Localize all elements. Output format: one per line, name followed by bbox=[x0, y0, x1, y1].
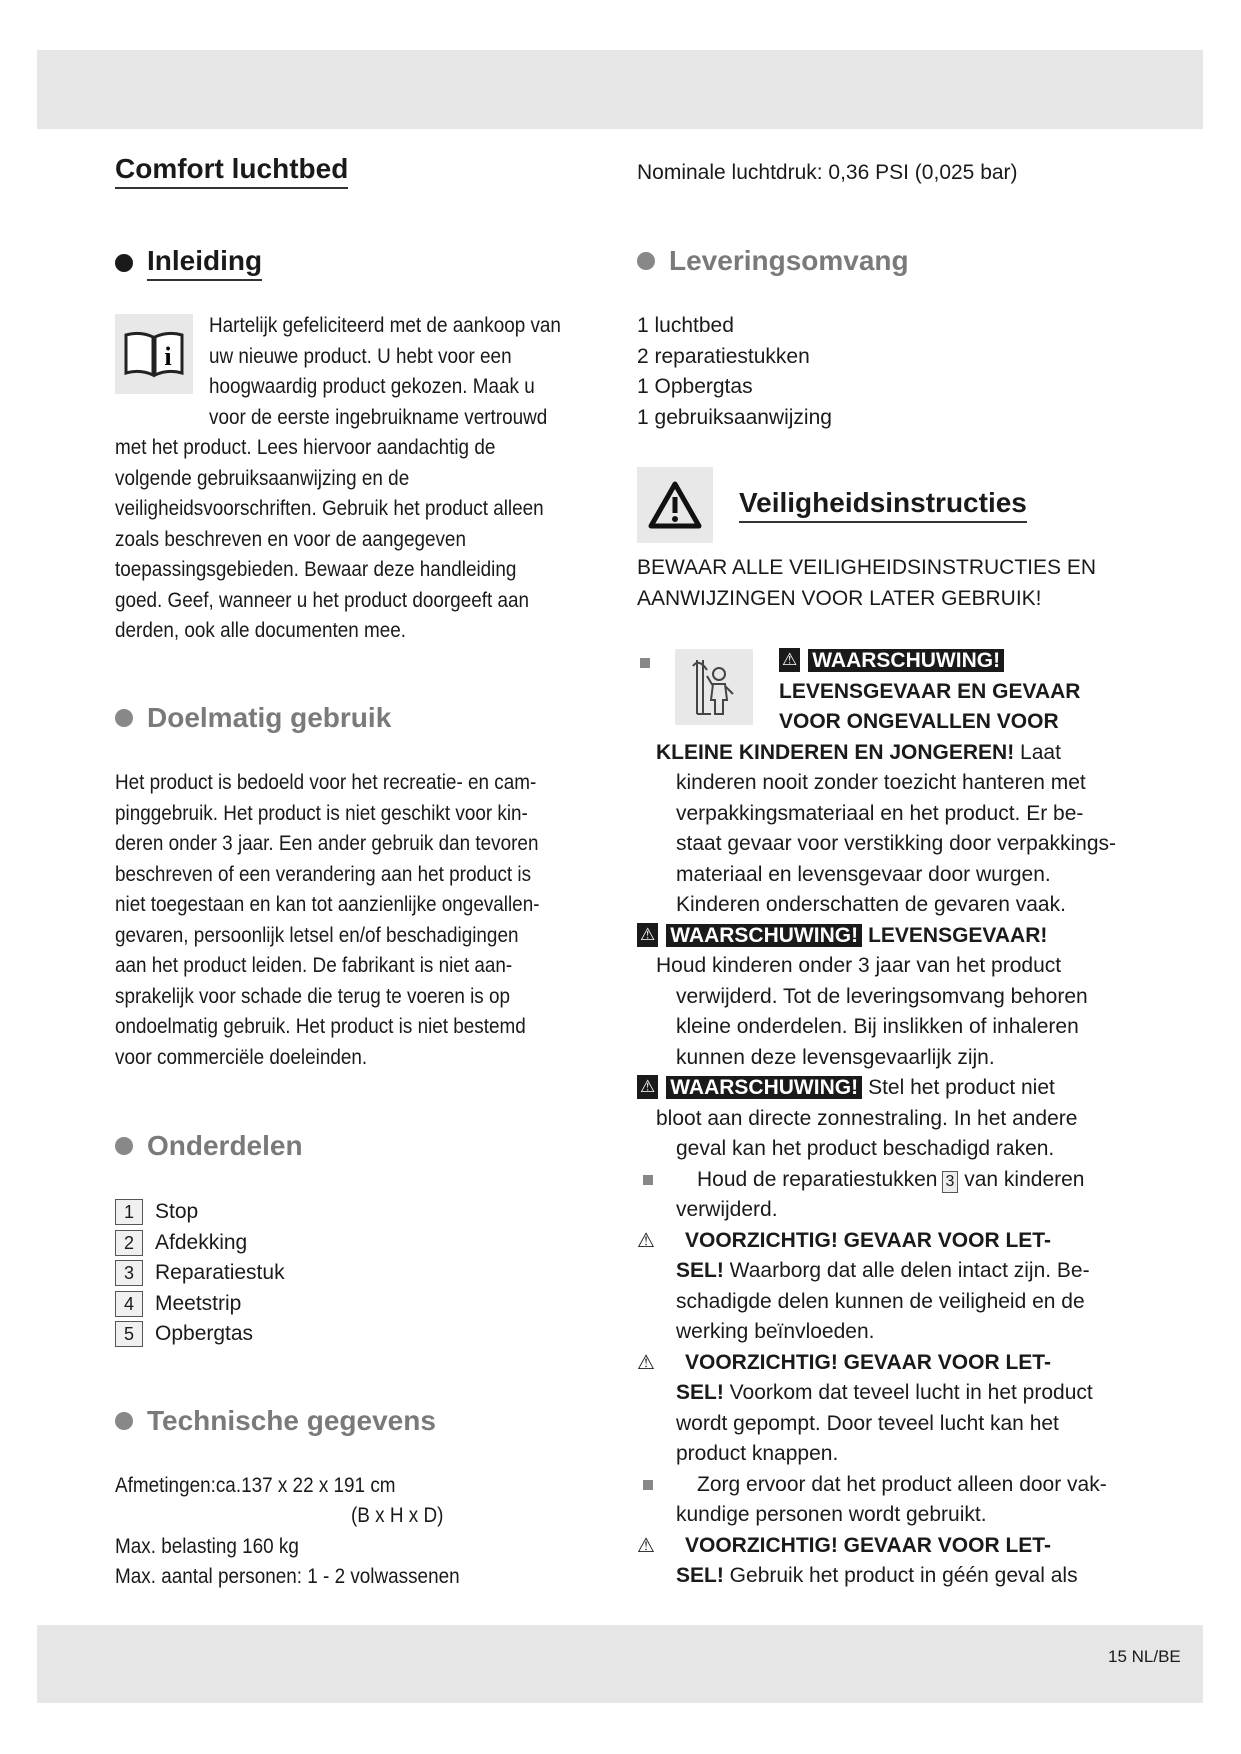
text: kleine onderdelen. Bij inslikken of inhaleren bbox=[676, 1015, 1079, 1038]
heading-doelmatig-gebruik: Doelmatig gebruik bbox=[115, 702, 391, 734]
safety-line-cont bbox=[676, 1012, 1079, 1042]
text: werking beïnvloeden. bbox=[676, 1320, 875, 1343]
warning-badge: WAARSCHUWING! bbox=[666, 924, 862, 947]
warning-triangle-icon bbox=[637, 467, 713, 543]
safety-line-row bbox=[637, 1531, 1051, 1561]
doelmatig-line: aan het product leiden. De fabrikant is niet aan- bbox=[115, 954, 513, 977]
intro-line: Hartelijk gefeliciteerd met de aankoop van bbox=[209, 314, 561, 337]
safety-line-cont bbox=[676, 1043, 995, 1073]
heading-onderdelen: Onderdelen bbox=[115, 1130, 303, 1162]
safety-line-cont bbox=[676, 1287, 1085, 1317]
delivery-item: 1 gebruiksaanwijzing bbox=[637, 405, 832, 429]
text: wordt gepompt. Door teveel lucht kan het bbox=[676, 1411, 1059, 1435]
delivery-item: 1 Opbergtas bbox=[637, 375, 753, 398]
caution-triangle-icon: ⚠ bbox=[637, 1534, 655, 1557]
warning-badge: WAARSCHUWING! bbox=[666, 1076, 862, 1099]
text: staat gevaar voor verstikking door verpakkings- bbox=[676, 832, 1117, 855]
heading-inleiding: Inleiding bbox=[115, 245, 262, 281]
warning-badge: WAARSCHUWING! bbox=[808, 649, 1004, 672]
text: materiaal en levensgevaar door wurgen. bbox=[676, 862, 1051, 886]
safety-line-first bbox=[656, 1104, 1077, 1134]
part-item bbox=[115, 1258, 285, 1288]
safety-line-first bbox=[656, 951, 1061, 981]
part-label: Afdekking bbox=[155, 1230, 248, 1254]
safety-line-row bbox=[637, 1073, 1055, 1103]
bullet-dot-icon bbox=[115, 709, 133, 727]
intro-line: toepassingsgebieden. Bewaar deze handleiding bbox=[115, 558, 517, 581]
page-title: Comfort luchtbed bbox=[115, 153, 348, 189]
header-band bbox=[37, 50, 1203, 129]
bullet-dot-icon bbox=[637, 252, 655, 270]
intro-line: voor de eerste ingebruikname vertrouwd bbox=[209, 405, 548, 429]
safety-line-cont bbox=[676, 768, 1086, 798]
bold-text: LEVENSGEVAAR! bbox=[868, 923, 1048, 947]
heading-leveringsomvang: Leveringsomvang bbox=[637, 245, 909, 277]
text: kunnen deze levensgevaarlijk zijn. bbox=[676, 1045, 995, 1069]
safety-line-cont bbox=[676, 982, 1088, 1012]
warning-triangle-icon: ⚠ bbox=[637, 1075, 658, 1099]
caution-triangle-icon: ⚠ bbox=[637, 1229, 655, 1252]
doelmatig-line: gevaren, persoonlijk letsel en/of beschadigingen bbox=[115, 923, 519, 947]
list-bullet-icon bbox=[643, 1480, 653, 1490]
text: schadigde delen kunnen de veiligheid en de bbox=[676, 1289, 1085, 1313]
intro-line: volgende gebruiksaanwijzing en de bbox=[115, 466, 410, 490]
safety-line-head bbox=[779, 646, 1010, 676]
intro-line: goed. Geef, wanneer u het product doorgeeft aan bbox=[115, 588, 530, 612]
part-number-box: 5 bbox=[115, 1321, 143, 1347]
intro-line: hoogwaardig product gekozen. Maak u bbox=[209, 375, 535, 398]
info-book-icon bbox=[115, 314, 193, 394]
safety-line-cont bbox=[676, 1561, 1078, 1591]
safety-line-cont bbox=[676, 1378, 1093, 1408]
doelmatig-line: niet toegestaan en kan tot aanzienlijke ongevallen- bbox=[115, 893, 540, 916]
doelmatig-line: sprakelijk voor schade die terug te voeren is op bbox=[115, 984, 511, 1008]
text: kundige personen wordt gebruikt. bbox=[676, 1503, 987, 1526]
bold-text: SEL! bbox=[676, 1564, 724, 1587]
text: Kinderen onderschatten de gevaren vaak. bbox=[676, 893, 1066, 916]
intro-line: met het product. Lees hiervoor aandachtig de bbox=[115, 436, 496, 459]
part-number-box: 2 bbox=[115, 1230, 143, 1256]
list-bullet-icon bbox=[640, 658, 650, 668]
safety-line-cont bbox=[676, 860, 1051, 890]
bold-text: VOORZICHTIG! GEVAAR VOOR LET- bbox=[685, 1533, 1051, 1557]
text: van kinderen bbox=[958, 1167, 1085, 1191]
delivery-item: 2 reparatiestukken bbox=[637, 344, 810, 368]
page-number: 15 NL/BE bbox=[1108, 1647, 1181, 1666]
text: Waarborg dat alle delen intact zijn. Be- bbox=[723, 1259, 1090, 1282]
safety-line-row bbox=[637, 921, 1047, 951]
safety-line-cont bbox=[676, 1134, 1054, 1164]
safety-line-first bbox=[656, 738, 1061, 768]
bold-text: SEL! bbox=[676, 1381, 724, 1404]
text: Gebruik het product in géén geval als bbox=[723, 1564, 1078, 1587]
part-item bbox=[115, 1319, 253, 1349]
safety-line-cont bbox=[676, 799, 1083, 829]
part-number-box: 3 bbox=[115, 1260, 143, 1286]
bold-text: SEL! bbox=[676, 1259, 724, 1282]
intro-line: zoals beschreven en voor de aangegeven bbox=[115, 527, 466, 551]
bold-text: VOOR ONGEVALLEN VOOR bbox=[779, 710, 1059, 733]
bold-text: KLEINE KINDEREN EN JONGEREN! bbox=[656, 740, 1015, 764]
doelmatig-line: deren onder 3 jaar. Een ander gebruik dan tevoren bbox=[115, 832, 539, 855]
text: kinderen nooit zonder toezicht hanteren met bbox=[676, 771, 1086, 794]
safety-intro-line: BEWAAR ALLE VEILIGHEIDSINSTRUCTIES EN bbox=[637, 556, 1097, 579]
text: geval kan het product beschadigd raken. bbox=[676, 1137, 1055, 1160]
tech-max-load: Max. belasting 160 kg bbox=[115, 1535, 299, 1558]
tech-dimensions-axes: (B x H x D) bbox=[351, 1504, 444, 1527]
part-item bbox=[115, 1289, 241, 1319]
part-label: Opbergtas bbox=[155, 1322, 254, 1345]
text: verpakkingsmateriaal en het product. Er be- bbox=[676, 801, 1084, 825]
tech-dimensions: Afmetingen:ca.137 x 22 x 191 cm bbox=[115, 1474, 396, 1497]
safety-line-cont bbox=[676, 1500, 987, 1530]
part-number-box: 1 bbox=[115, 1199, 143, 1225]
warning-triangle-icon: ⚠ bbox=[637, 923, 658, 947]
text: verwijderd. Tot de leveringsomvang behoren bbox=[676, 984, 1088, 1008]
part-label: Stop bbox=[155, 1200, 199, 1223]
svg-text:i: i bbox=[164, 342, 172, 371]
nominal-air-pressure: Nominale luchtdruk: 0,36 PSI (0,025 bar) bbox=[637, 161, 1018, 184]
list-bullet-icon bbox=[643, 1175, 653, 1185]
bold-text: VOORZICHTIG! GEVAAR VOOR LET- bbox=[685, 1228, 1051, 1252]
safety-line-cont bbox=[676, 1195, 778, 1225]
safety-line-row bbox=[637, 1226, 1051, 1256]
text: Zorg ervoor dat het product alleen door vak- bbox=[697, 1472, 1107, 1496]
tech-max-persons: Max. aantal personen: 1 - 2 volwassenen bbox=[115, 1565, 460, 1588]
delivery-item: 1 luchtbed bbox=[637, 314, 734, 337]
part-label: Reparatiestuk bbox=[155, 1261, 285, 1284]
intro-line: derden, ook alle documenten mee. bbox=[115, 619, 407, 642]
intro-line: uw nieuwe product. U hebt voor een bbox=[209, 344, 512, 368]
safety-intro-line: AANWIJZINGEN VOOR LATER GEBRUIK! bbox=[637, 587, 1042, 610]
warning-triangle-icon: ⚠ bbox=[779, 648, 800, 672]
safety-line-bullet bbox=[643, 1165, 1085, 1195]
safety-line-row bbox=[637, 1348, 1051, 1378]
text: product knappen. bbox=[676, 1442, 839, 1465]
safety-line-cont bbox=[676, 1317, 874, 1347]
bold-text: LEVENSGEVAAR EN GEVAAR bbox=[779, 679, 1081, 703]
safety-line-cont bbox=[676, 829, 1116, 859]
text: bloot aan directe zonnestraling. In het andere bbox=[656, 1106, 1078, 1130]
bold-text: VOORZICHTIG! GEVAAR VOOR LET- bbox=[685, 1350, 1051, 1374]
bullet-dot-icon bbox=[115, 1137, 133, 1155]
doelmatig-line: beschreven of een verandering aan het product is bbox=[115, 862, 532, 886]
safety-line-head bbox=[779, 707, 1059, 737]
doelmatig-line: Het product is bedoeld voor het recreatie- en cam- bbox=[115, 771, 537, 794]
part-item bbox=[115, 1197, 198, 1227]
safety-line-bullet bbox=[643, 1470, 1107, 1500]
heading-veiligheidsinstructies: Veiligheidsinstructies bbox=[739, 487, 1027, 523]
child-strangulation-icon bbox=[675, 649, 753, 725]
part-number-box: 4 bbox=[115, 1291, 143, 1317]
bullet-dot-icon bbox=[115, 1412, 133, 1430]
safety-line-cont bbox=[676, 890, 1066, 920]
safety-line-cont bbox=[676, 1409, 1059, 1439]
text: verwijderd. bbox=[676, 1198, 778, 1221]
footer-band bbox=[37, 1625, 1203, 1703]
part-label: Meetstrip bbox=[155, 1291, 242, 1315]
bullet-dot-icon bbox=[115, 254, 133, 272]
heading-technische-gegevens: Technische gegevens bbox=[115, 1405, 436, 1437]
safety-line-cont bbox=[676, 1256, 1090, 1286]
part-item bbox=[115, 1228, 247, 1258]
text: Laat bbox=[1014, 740, 1061, 764]
safety-line-cont bbox=[676, 1439, 838, 1469]
doelmatig-line: voor commerciële doeleinden. bbox=[115, 1045, 368, 1069]
text: Stel het product niet bbox=[868, 1076, 1055, 1099]
safety-line-head bbox=[779, 677, 1080, 707]
part-reference-box: 3 bbox=[942, 1171, 959, 1193]
text: Houd de reparatiestukken bbox=[697, 1167, 938, 1191]
intro-line: veiligheidsvoorschriften. Gebruik het product alleen bbox=[115, 497, 544, 520]
text: Houd kinderen onder 3 jaar van het product bbox=[656, 954, 1062, 977]
doelmatig-line: pinggebruik. Het product is niet geschikt voor kin- bbox=[115, 801, 528, 825]
caution-triangle-icon: ⚠ bbox=[637, 1351, 655, 1374]
text: Voorkom dat teveel lucht in het product bbox=[723, 1381, 1093, 1404]
doelmatig-line: ondoelmatig gebruik. Het product is niet bestemd bbox=[115, 1015, 526, 1038]
